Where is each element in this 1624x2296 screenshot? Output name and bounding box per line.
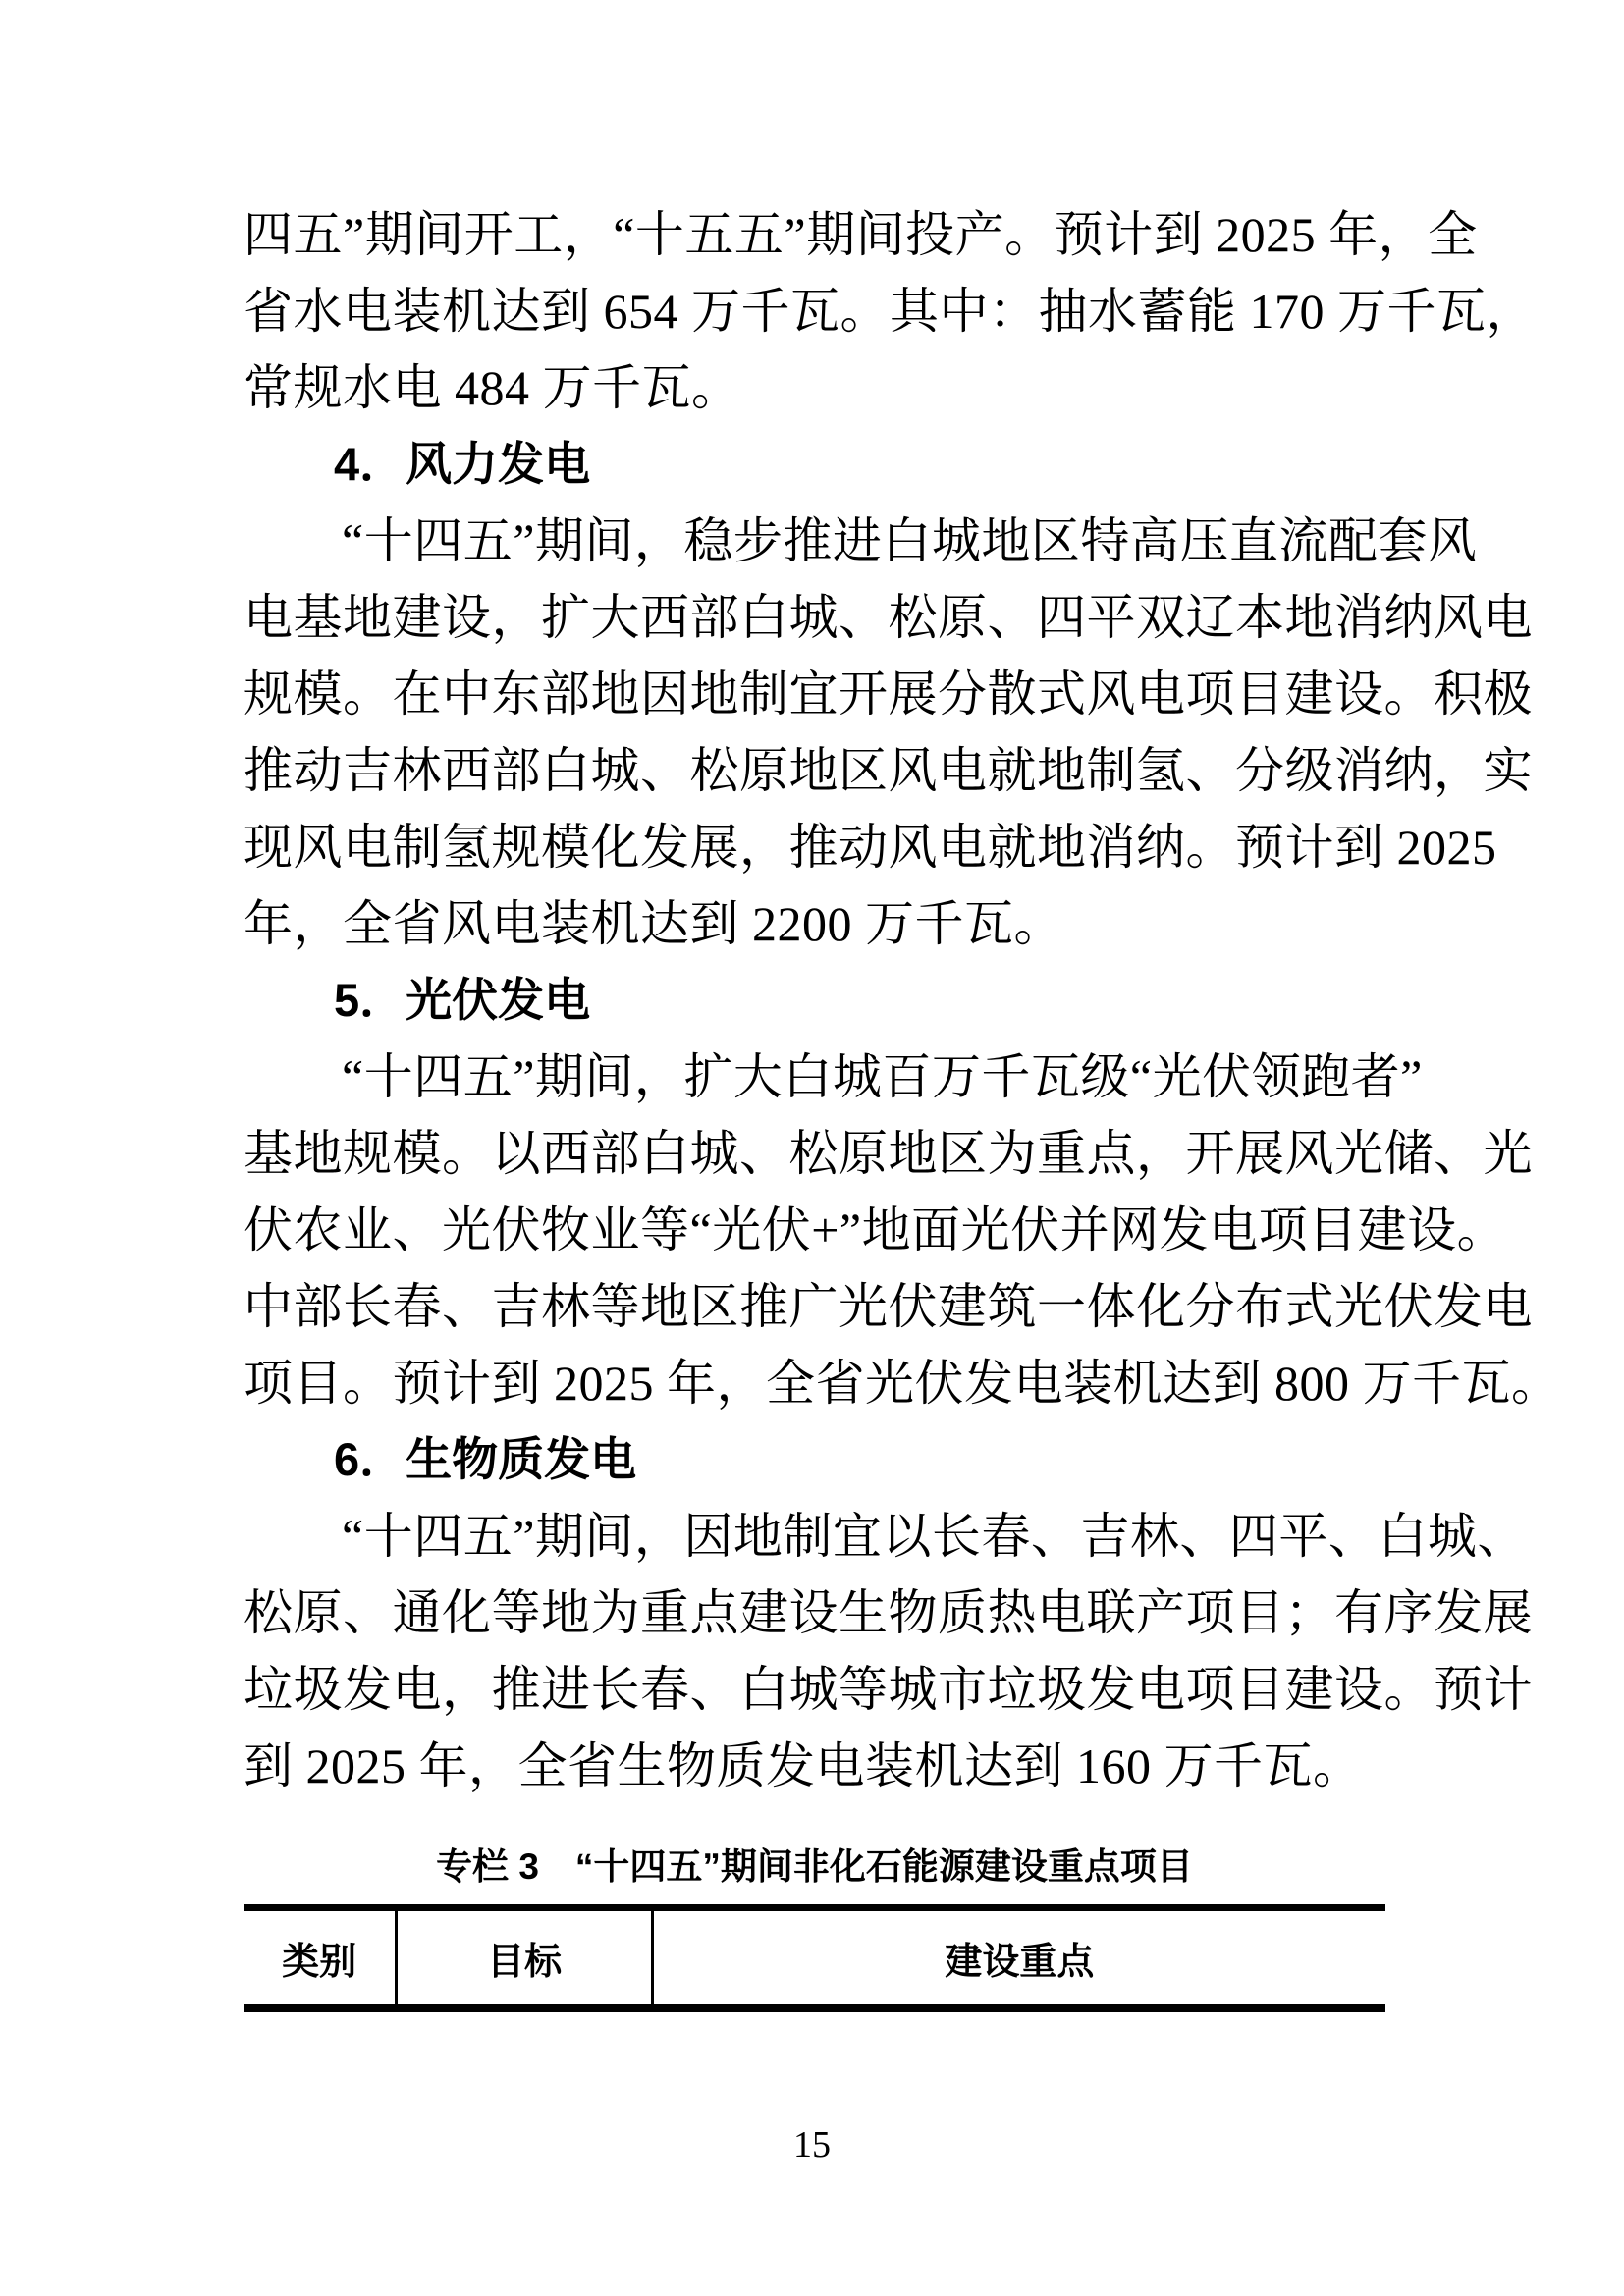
text-line: 伏农业、光伏牧业等“光伏+”地面光伏并网发电项目建设。 (244, 1202, 1507, 1257)
text-line: 垃圾发电，推进长春、白城等城市垃圾发电项目建设。预计 (244, 1662, 1533, 1717)
text-line: 四五”期间开工，“十五五”期间投产。预计到 2025 年，全 (244, 207, 1478, 262)
key-projects-table (244, 1904, 1385, 2012)
paragraph-hydro-continuation (244, 196, 1536, 426)
table-header-target: 目标 (397, 1908, 653, 2009)
paragraph-wind-power (244, 503, 1533, 962)
text-line: “十四五”期间，因地制宜以长春、吉林、四平、白城、 (342, 1509, 1527, 1564)
text-line: 项目。预计到 2025 年，全省光伏发电装机达到 800 万千瓦。 (244, 1356, 1561, 1411)
heading-wind-power: 4．风力发电 (334, 438, 591, 490)
text-line: 中部长春、吉林等地区推广光伏建筑一体化分布式光伏发电 (244, 1279, 1533, 1334)
document-body (244, 196, 1561, 2012)
text-line: 推动吉林西部白城、松原地区风电就地制氢、分级消纳，实 (244, 743, 1533, 798)
text-line: “十四五”期间，稳步推进白城地区特高压直流配套风 (342, 513, 1478, 568)
paragraph-solar-power (244, 1039, 1561, 1421)
text-line: 松原、通化等地为重点建设生物质热电联产项目；有序发展 (244, 1585, 1533, 1640)
text-line: 现风电制氢规模化发展，推动风电就地消纳。预计到 2025 (244, 820, 1497, 875)
text-line: 到 2025 年，全省生物质发电装机达到 160 万千瓦。 (244, 1738, 1363, 1793)
text-line: 常规水电 484 万千瓦。 (244, 360, 741, 415)
text-line: 规模。在中东部地因地制宜开展分散式风电项目建设。积极 (244, 667, 1533, 721)
table-header-row (244, 1908, 1385, 2009)
text-line: 电基地建设，扩大西部白城、松原、四平双辽本地消纳风电 (244, 590, 1533, 645)
text-line: 基地规模。以西部白城、松原地区为重点，开展风光储、光 (244, 1126, 1533, 1181)
heading-biomass-power: 6．生物质发电 (334, 1433, 637, 1485)
heading-solar-power: 5．光伏发电 (334, 974, 591, 1026)
table-header-construction-focus: 建设重点 (945, 1942, 1095, 1983)
table-header-category: 类别 (282, 1942, 357, 1983)
text-line: “十四五”期间，扩大白城百万千瓦级“光伏领跑者” (342, 1049, 1423, 1104)
text-line: 年，全省风电装机达到 2200 万千瓦。 (244, 896, 1063, 951)
page-number: 15 (793, 2124, 831, 2165)
text-line: 省水电装机达到 654 万千瓦。其中：抽水蓄能 170 万千瓦， (244, 284, 1536, 339)
box-3-caption: 专栏 3 “十四五”期间非化石能源建设重点项目 (436, 1846, 1193, 1887)
paragraph-biomass-power (244, 1498, 1533, 1804)
